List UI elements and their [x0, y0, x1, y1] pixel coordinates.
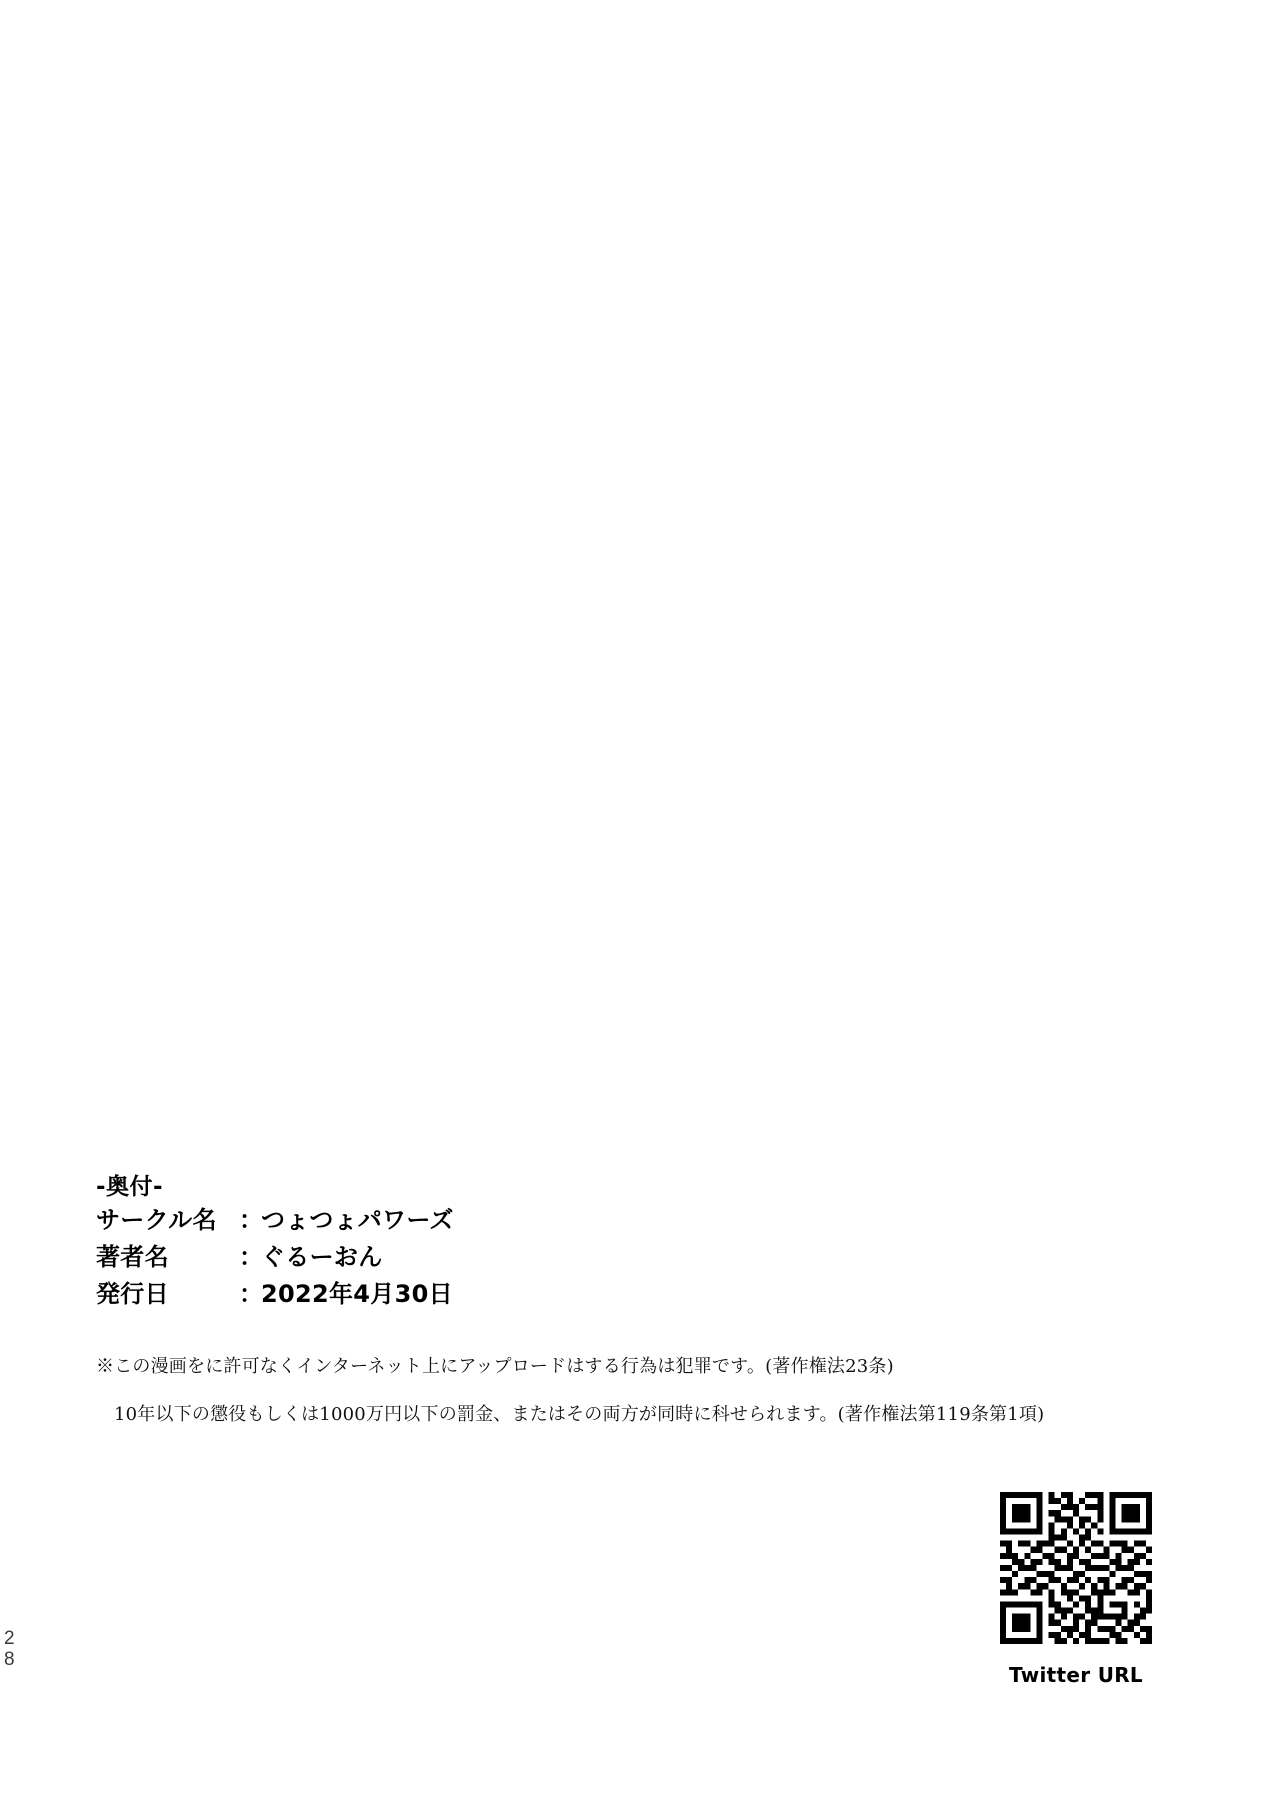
colophon-block: [96, 1172, 1176, 1313]
qr-section: [996, 1492, 1156, 1687]
credit-label: サークル名: [96, 1206, 217, 1234]
credit-row-publish-date: [96, 1276, 1176, 1313]
legal-notice-line-2: 10年以下の懲役もしくは1000万円以下の罰金、またはその両方が同時に科せられます。(著作権法第119条第1項): [114, 1404, 1045, 1425]
credit-row-author: [96, 1239, 1176, 1276]
credit-separator: ：: [239, 1243, 264, 1271]
credit-separator: ：: [239, 1206, 264, 1234]
credit-label: 著者名: [96, 1243, 169, 1271]
page-number: [4, 1628, 26, 1670]
page-number-digit: 8: [4, 1649, 15, 1670]
credit-value: 2022年4月30日: [261, 1280, 453, 1308]
qr-caption: Twitter URL: [1009, 1663, 1143, 1687]
credit-separator: ：: [239, 1280, 264, 1308]
credit-value: つょつょパワーズ: [261, 1206, 454, 1234]
legal-notice: [96, 1352, 1186, 1430]
credit-value: ぐるーおん: [261, 1243, 383, 1271]
legal-notice-line-1: ※この漫画をに許可なくインターネット上にアップロードはする行為は犯罪です。(著作権法23条): [96, 1356, 894, 1377]
page-number-digit: 2: [4, 1628, 15, 1649]
credit-row-circle-name: [96, 1202, 1176, 1239]
colophon-heading: -奥付-: [96, 1174, 164, 1200]
credit-label: 発行日: [96, 1280, 169, 1308]
qr-code-icon[interactable]: [1000, 1492, 1152, 1644]
